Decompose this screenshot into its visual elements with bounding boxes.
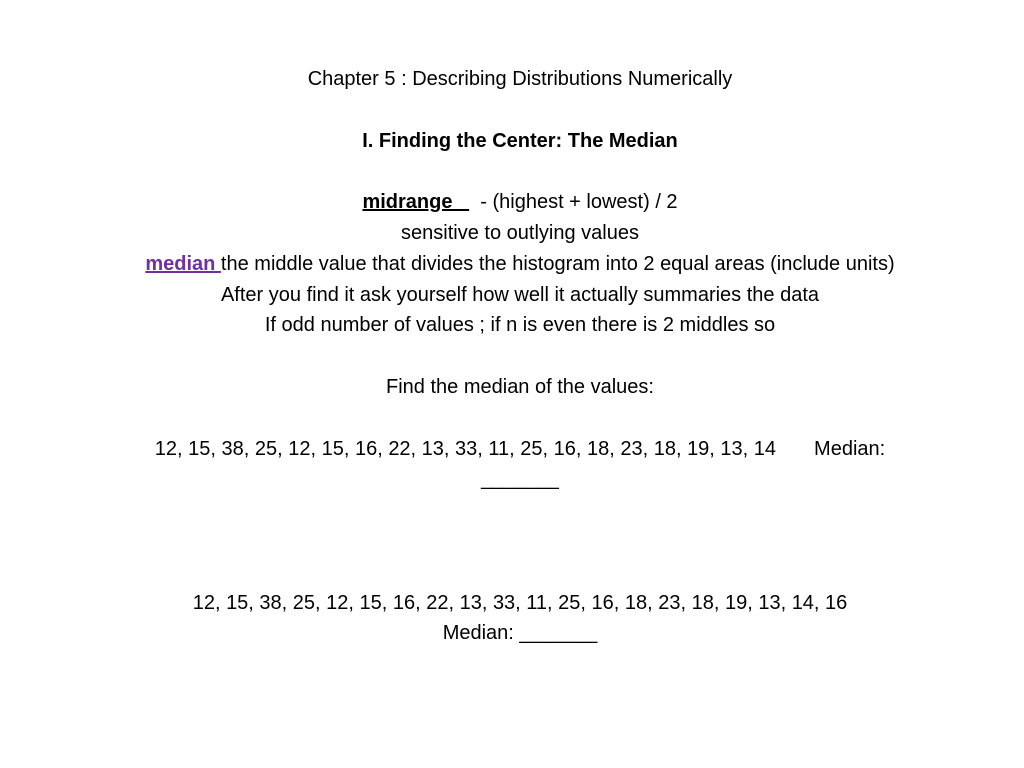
midrange-term: midrange (362, 191, 470, 214)
dataset-2-answer: Median: _______ (442, 622, 598, 645)
dataset-1-answer-label: Median: (814, 437, 886, 460)
median-definition-line (92, 249, 948, 280)
midrange-definition: - (highest + lowest) / 2 (469, 191, 678, 214)
slide-content (92, 64, 948, 649)
chapter-title: Chapter 5 : Describing Distributions Numerically (307, 68, 733, 90)
dataset-1-values: 12, 15, 38, 25, 12, 15, 16, 22, 13, 33, 11, 25, 16, 18, 23, 18, 19, 13, 14 (154, 437, 777, 460)
spacer (92, 495, 948, 526)
dataset-1-row (92, 434, 948, 465)
midrange-definition-line (92, 187, 948, 218)
spacer (92, 95, 948, 126)
median-note-odd-even: If odd number of values ; if n is even there is 2 middles so (264, 314, 776, 337)
median-definition: the middle value that divides the histogram into 2 equal areas (include units) (220, 252, 895, 275)
exercise-prompt: Find the median of the values: (386, 375, 654, 398)
spacer (92, 341, 948, 372)
median-term: median (145, 252, 221, 275)
spacer (92, 526, 948, 557)
dataset-2-values: 12, 15, 38, 25, 12, 15, 16, 22, 13, 33, 11, 25, 16, 18, 23, 18, 19, 13, 14, 16 (192, 591, 848, 614)
spacer (92, 557, 948, 588)
spacer (92, 403, 948, 434)
median-note-summary: After you find it ask yourself how well it actually summaries the data (220, 283, 820, 306)
section-heading: I. Finding the Center: The Median (362, 129, 678, 152)
dataset-1-answer-blank: _______ (481, 468, 559, 491)
spacer (92, 156, 948, 187)
midrange-note: sensitive to outlying values (401, 221, 639, 244)
